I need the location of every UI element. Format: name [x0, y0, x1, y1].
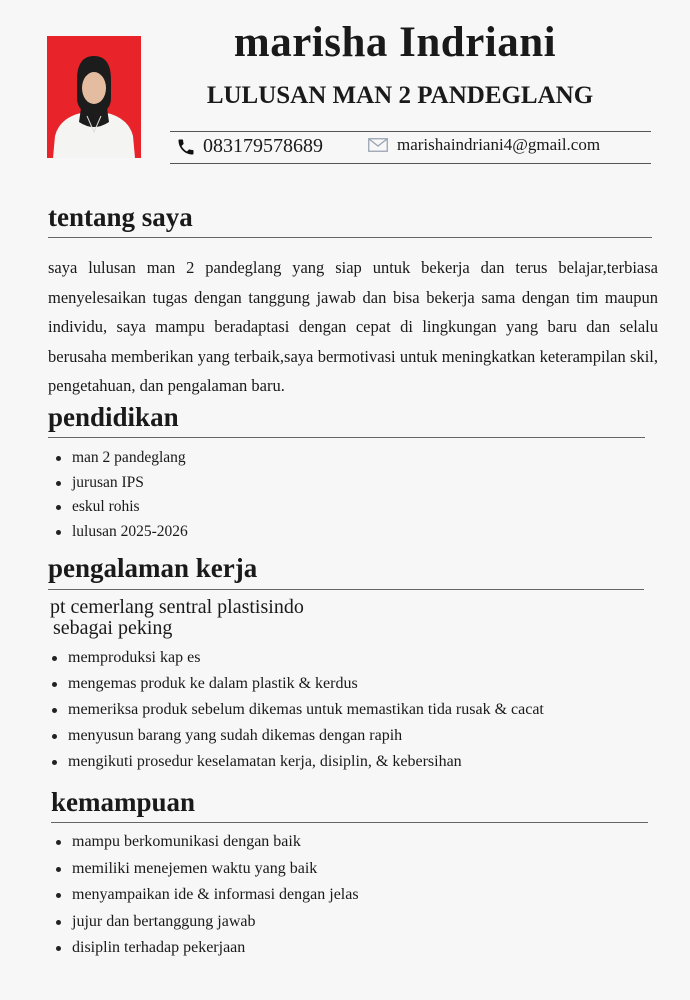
list-item: memiliki menejemen waktu yang baik	[52, 856, 359, 883]
resume-subtitle: LULUSAN MAN 2 PANDEGLANG	[206, 82, 594, 109]
list-item: memeriksa produk sebelum dikemas untuk memastikan tida rusak & cacat	[48, 697, 544, 723]
list-item: man 2 pandeglang	[52, 446, 188, 471]
experience-heading: pengalaman kerja	[48, 553, 258, 583]
about-divider	[48, 237, 652, 238]
contact-bar	[170, 131, 651, 164]
envelope-icon	[368, 138, 388, 152]
list-item: mengikuti prosedur keselamatan kerja, disiplin, & kebersihan	[48, 749, 544, 775]
skills-heading: kemampuan	[51, 787, 196, 817]
about-text: saya lulusan man 2 pandeglang yang siap untuk bekerja dan terus belajar,terbiasa menyelesaikan tugas dengan tanggung jawab dan bisa bekerja sama dengan tim maupun individu, saya mampu beradaptasi dengan cepat di lingkungan yang baru dan selalu berusaha memberikan yang terbaik,saya bermotivasi untuk meningkatkan keterampilan skil, pengetahuan, dan pengalaman baru.	[48, 258, 658, 395]
list-item: menyampaikan ide & informasi dengan jelas	[52, 882, 359, 909]
phone-icon	[176, 137, 196, 157]
profile-photo	[47, 36, 141, 158]
experience-divider	[48, 589, 644, 590]
list-item: disiplin terhadap pekerjaan	[52, 935, 359, 962]
email-address: marishaindriani4@gmail.com	[397, 135, 601, 154]
email-contact	[368, 135, 600, 155]
list-item: menyusun barang yang sudah dikemas dengan rapih	[48, 723, 544, 749]
list-item: mengemas produk ke dalam plastik & kerdus	[48, 671, 544, 697]
company-name: pt cemerlang sentral plastisindo	[50, 596, 304, 618]
list-item: jujur dan bertanggung jawab	[52, 909, 359, 936]
about-heading: tentang saya	[48, 202, 193, 232]
list-item: jurusan IPS	[52, 471, 188, 496]
list-item: memproduksi kap es	[48, 645, 544, 671]
skills-divider	[51, 822, 648, 823]
list-item: eskul rohis	[52, 495, 188, 520]
list-item: mampu berkomunikasi dengan baik	[52, 829, 359, 856]
education-heading: pendidikan	[48, 402, 179, 432]
phone-number: 083179578689	[203, 135, 323, 157]
job-role: sebagai peking	[53, 617, 173, 639]
education-list	[52, 446, 188, 544]
education-divider	[48, 437, 645, 438]
phone-contact	[176, 135, 323, 158]
experience-list	[48, 645, 544, 775]
list-item: lulusan 2025-2026	[52, 520, 188, 545]
skills-list	[52, 829, 359, 962]
resume-name: marisha Indriani	[233, 19, 557, 66]
